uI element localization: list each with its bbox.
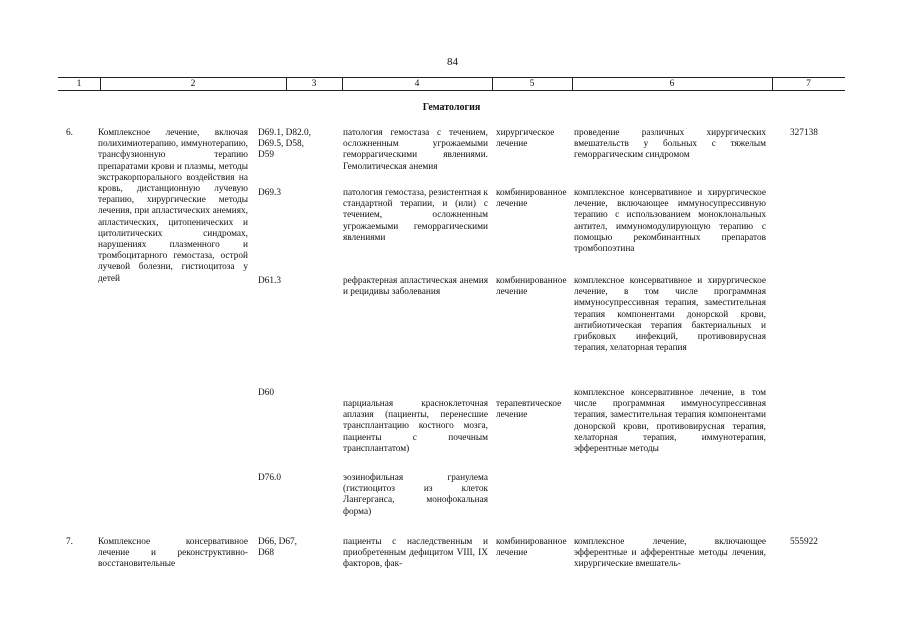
code-line: D69.1, D82.0, bbox=[258, 128, 311, 138]
header-col-5: 5 bbox=[529, 79, 535, 89]
row-6-sub-2-method: комплексное консервативное и хирургическое лечение, включающее иммуносупрессивную терапию с использованием моноклональных антител, иммуномодулирующую терапию с помощью рекомбинантных препаратов тромбопоэтина bbox=[574, 188, 769, 255]
code-line: D69.5, D58, bbox=[258, 139, 304, 150]
header-col-1: 1 bbox=[76, 79, 82, 89]
table-header-row bbox=[58, 77, 845, 91]
row-6-sub-5-codes: D76.0 bbox=[258, 473, 281, 483]
row-7-type: комбинированное лечение bbox=[496, 537, 569, 559]
row-6-sub-2-codes: D69.3 bbox=[258, 188, 281, 198]
header-col-6: 6 bbox=[669, 79, 675, 89]
row-7-model: пациенты с наследственным и приобретенным дефицитом VIII, IX факторов, фак- bbox=[343, 537, 491, 570]
row-6-number: 6. bbox=[66, 128, 73, 138]
row-7-codes bbox=[258, 537, 338, 559]
row-6-codes bbox=[258, 128, 338, 162]
row-6-sub-3-model: рефрактерная апластическая анемия и рецидивы заболевания bbox=[343, 276, 491, 298]
row-7-number: 7. bbox=[66, 537, 73, 547]
header-col-2: 2 bbox=[190, 79, 196, 89]
code-line: D59 bbox=[258, 150, 275, 161]
row-6-sub-1-model: патология гемостаза с течением, осложненным угрожаемыми геморрагическими явлениями. Гемолитическая анемия bbox=[343, 128, 491, 172]
row-6-sub-3-type: комбинированное лечение bbox=[496, 276, 569, 298]
code-line: D68 bbox=[258, 548, 275, 559]
row-6-sub-4-method: комплексное консервативное лечение, в том числе программная иммуносупрессивная терапия, заместительная терапия компонентами донорской крови, противовирусная терапия, хелаторная терапия, иммунотерапия, эфферентные методы bbox=[574, 388, 769, 455]
row-6-sub-1-type: хирургическое лечение bbox=[496, 128, 557, 150]
header-col-7: 7 bbox=[806, 79, 811, 89]
row-6-sub-5-model: эозинофильная гранулема (гистиоцитоз из клеток Лангерганса, монофокальная форма) bbox=[343, 473, 491, 517]
code-line: D66, D67, bbox=[258, 537, 297, 547]
row-6-sub-2-model: патология гемостаза, резистентная к стандартной терапии, и (или) с течением, осложненным угрожаемыми геморрагическими явлениями bbox=[343, 188, 491, 243]
row-6-total: 327138 bbox=[790, 128, 818, 138]
row-6-sub-4-codes: D60 bbox=[258, 388, 275, 398]
section-title: Гематология bbox=[422, 102, 481, 113]
row-6-sub-4-type: терапевтическое лечение bbox=[496, 399, 564, 421]
row-7-total: 555922 bbox=[790, 537, 818, 547]
page-number: 84 bbox=[447, 56, 458, 68]
row-6-sub-2-type: комбинированное лечение bbox=[496, 188, 569, 210]
row-6-name: Комплексное лечение, включая полихимиотерапию, иммунотерапию, трансфузионную терапию препаратами крови и плазмы, методы экстракорпорального воздействия на кровь, дистанционную лучевую терапию, хирургические методы лечения, при апластических анемиях, апластических, цитопенических и цитолитических синдромах, нарушениях плазменного и тромбоцитарного гемостаза, острой лучевой болезни, гистиоцитоза у детей bbox=[98, 128, 251, 284]
row-6-sub-3-method: комплексное консервативное и хирургическое лечение, в том числе программная иммуносупрессивная терапия, заместительная терапия компонентами донорской крови, антибиотическая терапия бактериальных и грибковых инфекций, противовирусная терапия, хелаторная терапия bbox=[574, 276, 769, 354]
row-6-sub-1-method: проведение различных хирургических вмешательств у больных с тяжелым геморрагическим синдромом bbox=[574, 128, 769, 161]
header-col-3: 3 bbox=[311, 79, 317, 89]
row-6-sub-4-model: парциальная красноклеточная аплазия (пациенты, перенесшие трансплантацию костного мозга, пациенты с почечным трансплантатом) bbox=[343, 399, 491, 454]
header-col-4: 4 bbox=[414, 79, 420, 89]
row-7-method: комплексное лечение, включающее эфферентные и афферентные методы лечения, хирургические вмешатель- bbox=[574, 537, 769, 570]
row-7-name: Комплексное консервативное лечение и реконструктивно-восстановительные bbox=[98, 537, 251, 570]
row-6-sub-3-codes: D61.3 bbox=[258, 276, 281, 286]
